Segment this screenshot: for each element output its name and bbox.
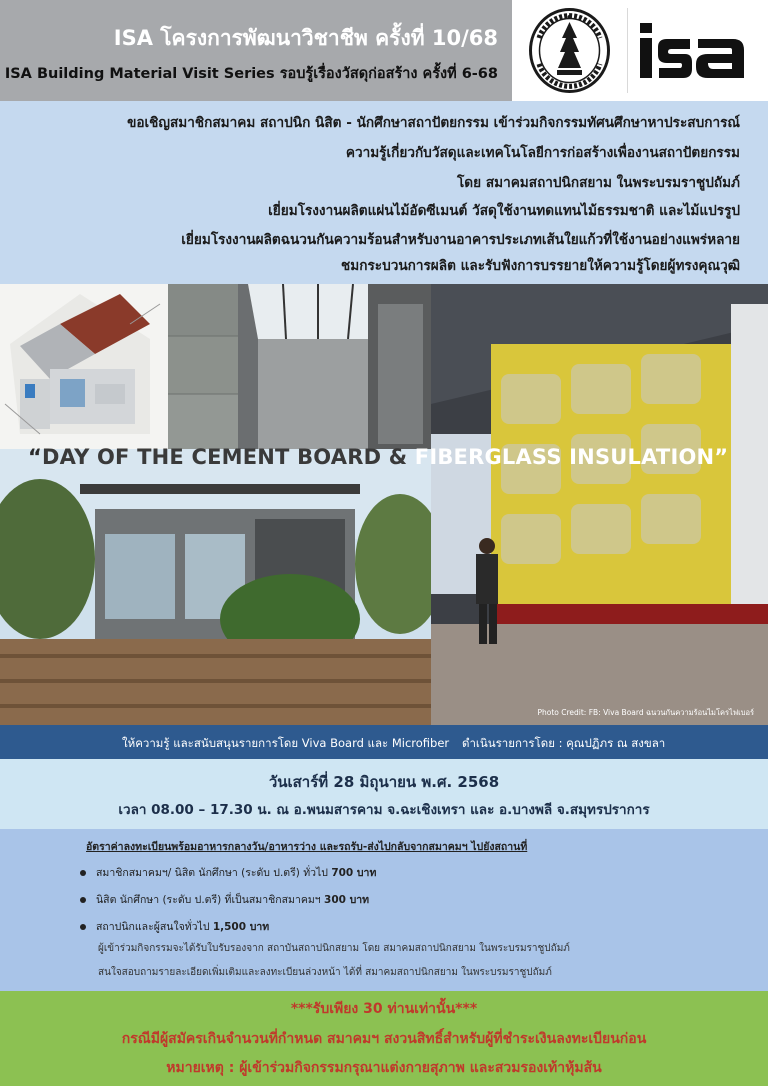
intro-line: ชมกระบวนการผลิต และรับฟังการบรรยายให้ความรู้โดยผู้ทรงคุณวุฒิ: [341, 258, 740, 274]
event-time-place: เวลา 08.00 – 17.30 น. ณ อ.พนมสารคาม จ.ฉะเชิงเทรา และ อ.บางพลี จ.สมุทรปราการ: [118, 802, 650, 818]
logo-divider: [627, 8, 628, 93]
modern-house-photo: [0, 449, 431, 725]
sponsor-bar: [0, 725, 768, 759]
certificate-note: ผู้เข้าร่วมกิจกรรมจะได้รับใบรับรองจาก สถาบันสถาปนิกสยาม โดย สมาคมสถาปนิกสยาม ในพระบรมราชูปถัมภ์: [98, 943, 570, 954]
photo-credit: Photo Credit: FB: Viva Board ฉนวนกันความร้อนไมโครไฟเบอร์: [537, 708, 754, 717]
bullet-icon: [80, 870, 86, 876]
sponsor-text: ให้ความรู้ และสนับสนุนรายการโดย Viva Board และ Microfiber: [122, 736, 450, 750]
banner-close-quote: ”: [714, 445, 729, 469]
banner-title-part2: FIBERGLASS INSULATION: [414, 445, 715, 469]
photo-collage: [0, 284, 768, 725]
fee-label: สถาปนิกและผู้สนใจทั่วไป: [96, 921, 213, 933]
intro-line: เยี่ยมโรงงานผลิตแผ่นไม้อัดซีเมนต์ วัสดุใช้งานทดแทนไม้ธรรมชาติ และไม้แปรรูป: [268, 203, 740, 219]
header-title-panel: [0, 0, 512, 101]
fee-item: [80, 918, 269, 935]
association-seal-logo: [529, 8, 610, 93]
event-date-section: [0, 759, 768, 829]
cement-board-panel-image: [168, 284, 238, 449]
seat-limit-notice: ***รับเพียง 30 ท่านเท่านั้น***: [290, 1001, 478, 1017]
bullet-icon: [80, 897, 86, 903]
fees-heading: อัตราค่าลงทะเบียนพร้อมอาหารกลางวัน/อาหารว่าง และรถรับ-ส่งไปกลับจากสมาคมฯ ไปยังสถานที่: [86, 841, 528, 853]
skylight-interior-image: [238, 284, 431, 449]
contact-note: สนใจสอบถามรายละเอียดเพิ่มเติมและลงทะเบียนล่วงหน้า ได้ที่ สมาคมสถาปนิกสยาม ในพระบรมราชูปถัมภ์: [98, 967, 552, 978]
event-date: วันเสาร์ที่ 28 มิถุนายน พ.ศ. 2568: [268, 773, 500, 791]
fees-section: [0, 829, 768, 991]
fee-label: นิสิต นักศึกษา (ระดับ ป.ตรี) ที่เป็นสมาชิกสมาคมฯ: [96, 894, 325, 906]
isa-logo: [638, 22, 746, 80]
notice-section: [0, 991, 768, 1086]
banner-title-part1: DAY OF THE CEMENT BOARD &: [42, 445, 415, 469]
header: [0, 0, 768, 101]
fee-price: 300 บาท: [324, 894, 370, 906]
fee-label: สมาชิกสมาคมฯ/ นิสิต นักศึกษา (ระดับ ป.ตรี) ทั่วไป: [96, 867, 332, 879]
fee-price: 700 บาท: [331, 867, 377, 879]
banner-open-quote: “: [28, 445, 43, 469]
intro-line: โดย สมาคมสถาปนิกสยาม ในพระบรมราชูปถัมภ์: [457, 175, 740, 191]
house-diagram-image: [0, 284, 168, 449]
fee-item: [80, 891, 369, 908]
fee-item: [80, 864, 376, 881]
intro-section: [0, 101, 768, 284]
priority-notice: กรณีมีผู้สมัครเกินจำนวนที่กำหนด สมาคมฯ สงวนสิทธิ์สำหรับผู้ที่ชำระเงินลงทะเบียนก่อน: [121, 1031, 647, 1047]
intro-line: เยี่ยมโรงงานผลิตฉนวนกันความร้อนสำหรับงานอาคารประเภทเส้นใยแก้วที่ใช้งานอย่างแพร่หลาย: [181, 232, 740, 248]
intro-line: ขอเชิญสมาชิกสมาคม สถาปนิก นิสิต - นักศึกษาสถาปัตยกรรม เข้าร่วมกิจกรรมทัศนศึกษาหาประสบการณ์: [127, 115, 740, 131]
bullet-icon: [80, 924, 86, 930]
event-banner-title: [28, 445, 728, 469]
fee-price: 1,500 บาท: [212, 921, 270, 933]
intro-line: ความรู้เกี่ยวกับวัสดุและเทคโนโลยีการก่อสร้างเพื่องานสถาปัตยกรรม: [345, 145, 740, 161]
page-title: ISA โครงการพัฒนาวิชาชีพ ครั้งที่ 10/68: [113, 26, 498, 50]
moderator-text: ดำเนินรายการโดย : คุณปฏิภร ณ สงขลา: [462, 736, 666, 750]
page-subtitle: ISA Building Material Visit Series รอบรู้เรื่องวัสดุก่อสร้าง ครั้งที่ 6-68: [4, 66, 498, 82]
dress-code-notice: หมายเหตุ : ผู้เข้าร่วมกิจกรรมกรุณาแต่งกายสุภาพ และสวมรองเท้าหุ้มส้น: [166, 1060, 602, 1076]
insulation-truck-photo: [431, 284, 768, 725]
